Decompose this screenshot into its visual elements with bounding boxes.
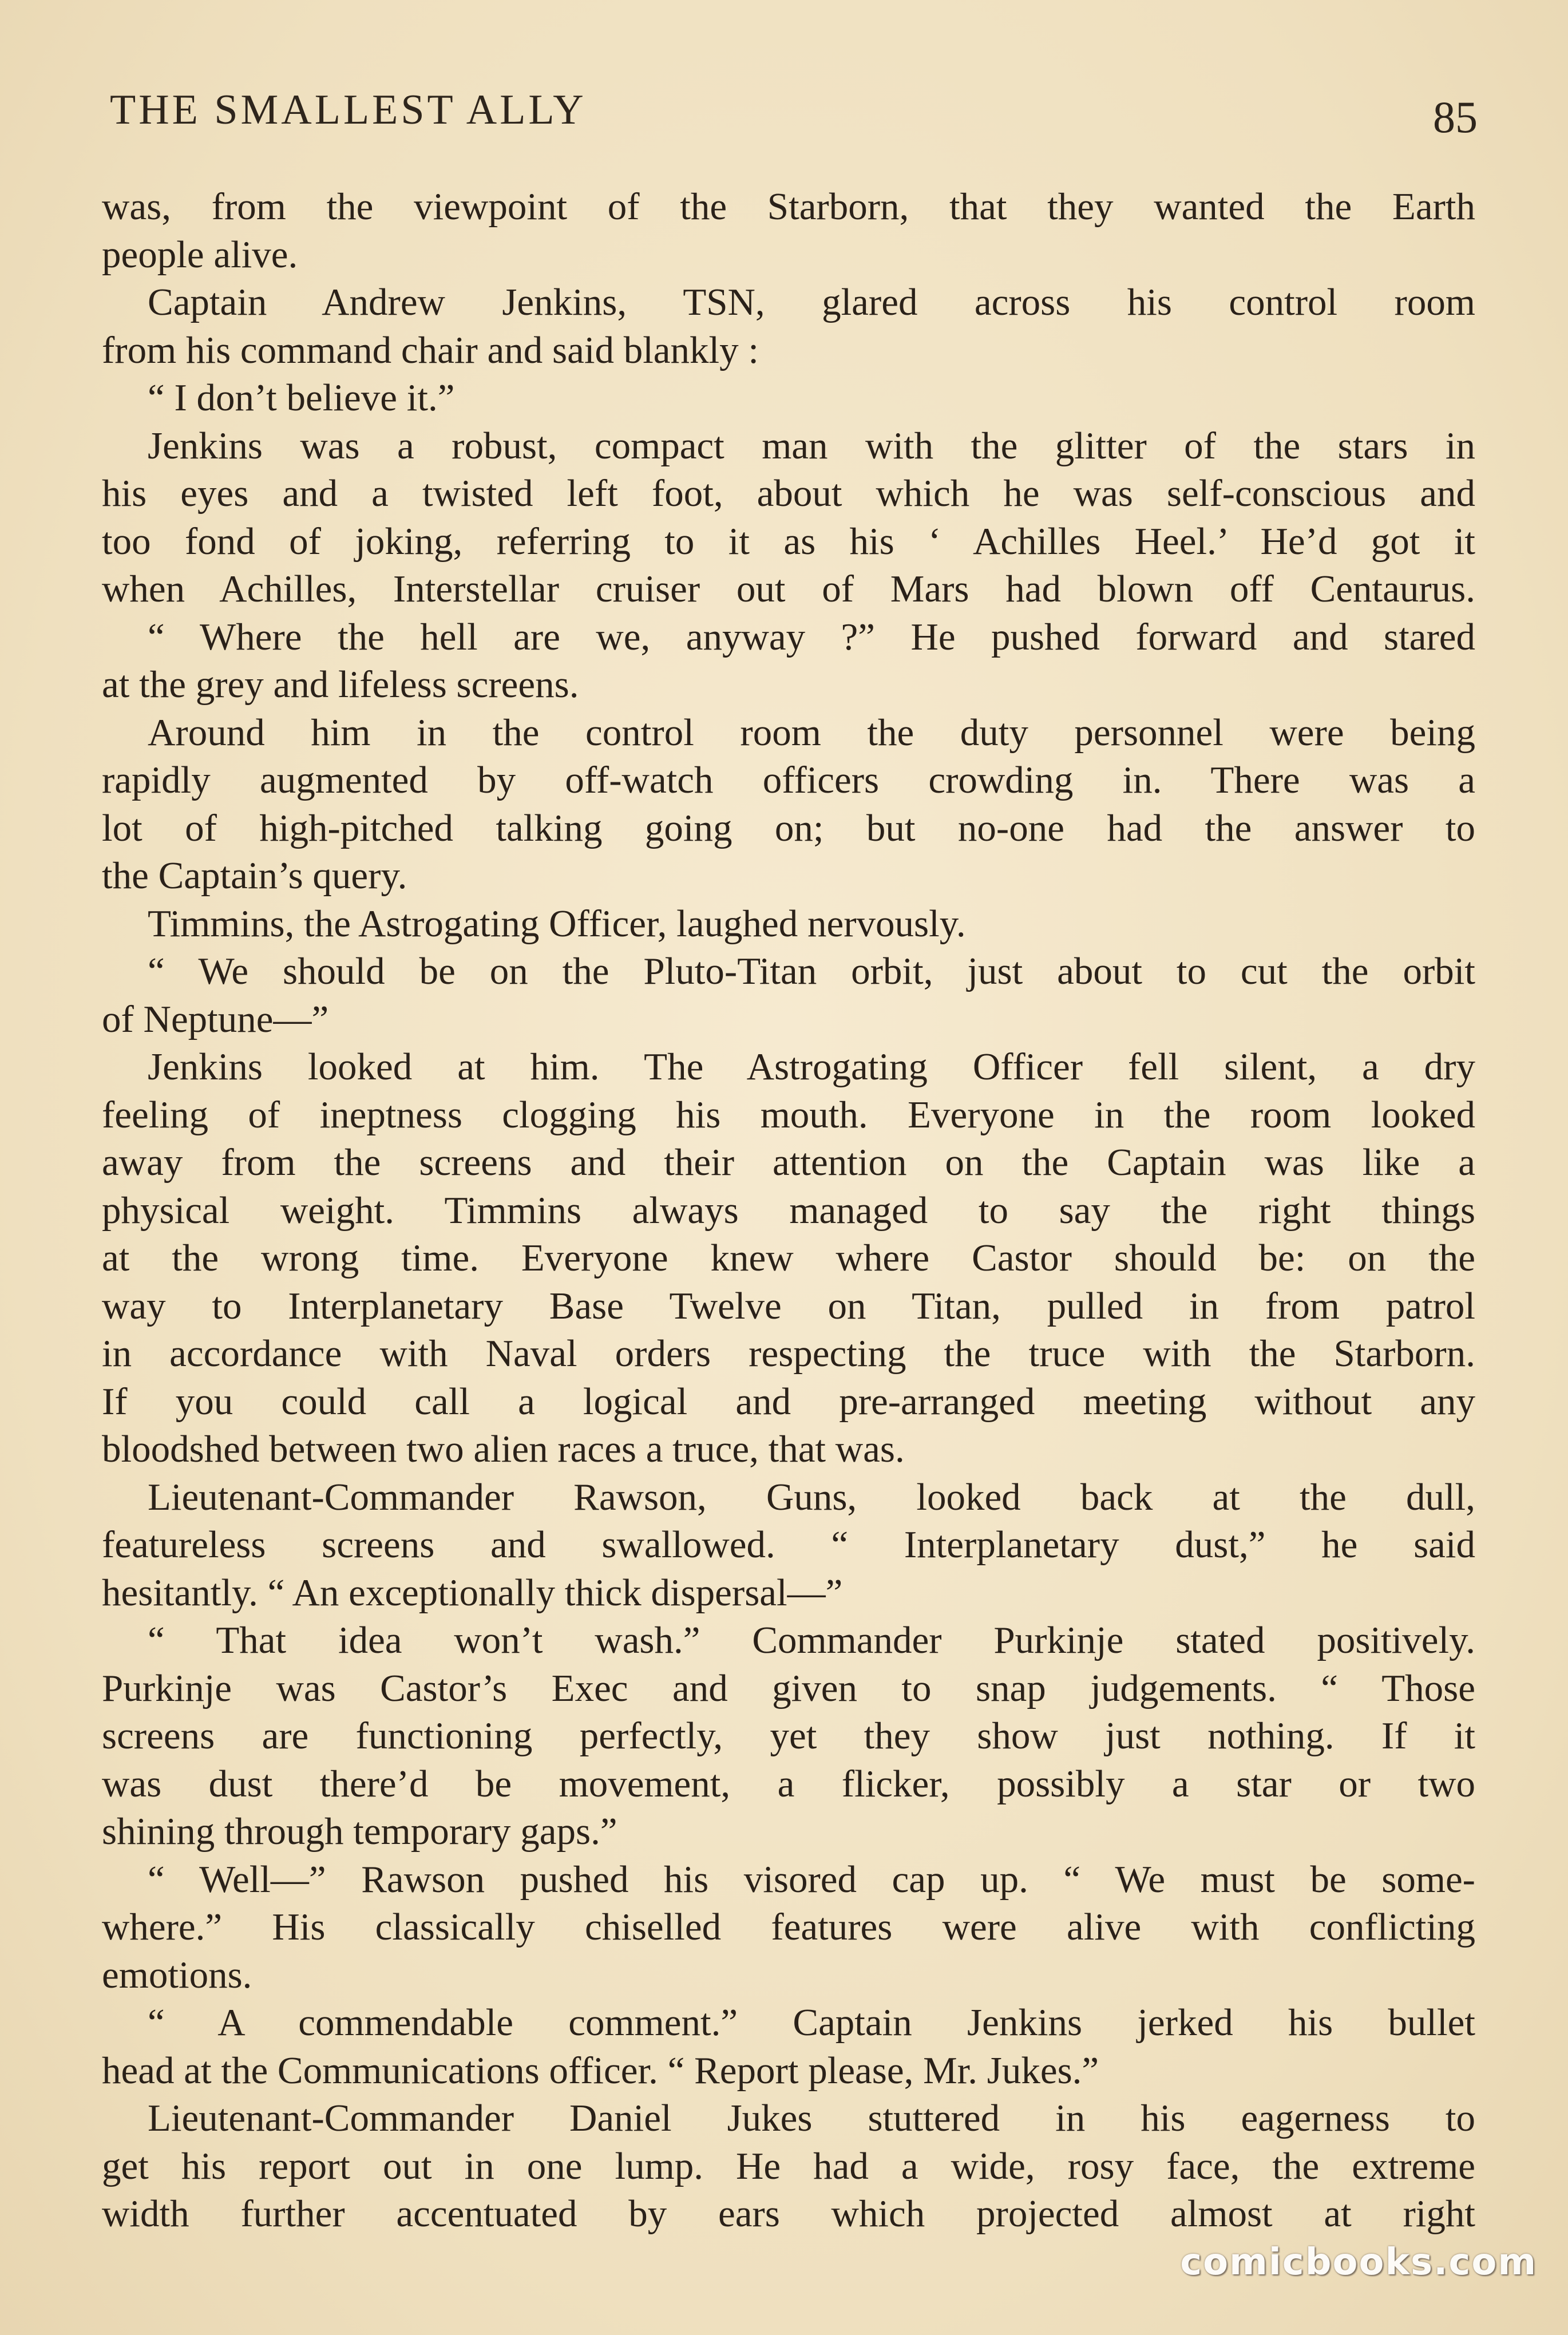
text-line: Lieutenant-Commander Rawson, Guns, looked back at the dull, — [148, 1475, 1475, 1518]
text-line: “ Well—” Rawson pushed his visored cap up. “ We must be some- — [148, 1858, 1475, 1901]
text-line: of Neptune—” — [102, 998, 329, 1040]
text-line: Timmins, the Astrogating Officer, laughed nervously. — [148, 902, 966, 945]
body-text — [102, 183, 1475, 2238]
text-line: width further accentuated by ears which projected almost at right — [102, 2192, 1475, 2235]
text-line: emotions. — [102, 1953, 252, 1996]
text-line: people alive. — [102, 233, 298, 276]
text-line: “ That idea won’t wash.” Commander Purkinje stated positively. — [148, 1619, 1475, 1661]
text-line: where.” His classically chiselled features were alive with conflicting — [102, 1906, 1475, 1948]
text-line: featureless screens and swallowed. “ Interplanetary dust,” he said — [102, 1523, 1475, 1566]
text-line: feeling of ineptness clogging his mouth. Everyone in the room looked — [102, 1093, 1475, 1136]
text-line: get his report out in one lump. He had a wide, rosy face, the extreme — [102, 2144, 1475, 2187]
text-line: Around him in the control room the duty personnel were being — [148, 711, 1475, 754]
text-line: bloodshed between two alien races a truce, that was. — [102, 1428, 905, 1470]
text-line: at the wrong time. Everyone knew where Castor should be: on the — [102, 1237, 1475, 1279]
text-line: “ We should be on the Pluto-Titan orbit, just about to cut the orbit — [148, 950, 1475, 992]
text-line: Captain Andrew Jenkins, TSN, glared across his control room — [148, 281, 1475, 323]
text-line: from his command chair and said blankly : — [102, 329, 759, 371]
text-line: physical weight. Timmins always managed to say the right things — [102, 1189, 1475, 1232]
text-line: shining through temporary gaps.” — [102, 1810, 617, 1853]
text-line: rapidly augmented by off-watch officers crowding in. There was a — [102, 759, 1475, 801]
watermark: comicbooks.com — [1180, 2241, 1537, 2283]
text-line: way to Interplanetary Base Twelve on Titan, pulled in from patrol — [102, 1284, 1475, 1327]
text-line: “ I don’t believe it.” — [148, 377, 455, 419]
text-line: head at the Communications officer. “ Report please, Mr. Jukes.” — [102, 2049, 1099, 2092]
text-line: hesitantly. “ An exceptionally thick dispersal—” — [102, 1571, 843, 1614]
text-line: Lieutenant-Commander Daniel Jukes stuttered in his eagerness to — [148, 2097, 1475, 2139]
text-line: at the grey and lifeless screens. — [102, 663, 579, 706]
text-line: in accordance with Naval orders respecting the truce with the Starborn. — [102, 1332, 1475, 1375]
text-line: too fond of joking, referring to it as his ‘ Achilles Heel.’ He’d got it — [102, 520, 1475, 563]
text-line: the Captain’s query. — [102, 854, 407, 897]
text-line: Purkinje was Castor’s Exec and given to snap judgements. “ Those — [102, 1667, 1475, 1709]
text-line: Jenkins looked at him. The Astrogating Officer fell silent, a dry — [148, 1046, 1475, 1088]
text-line: his eyes and a twisted left foot, about which he was self-conscious and — [102, 472, 1475, 515]
text-line: Jenkins was a robust, compact man with the glitter of the stars in — [148, 424, 1475, 467]
text-line: screens are functioning perfectly, yet they show just nothing. If it — [102, 1715, 1475, 1757]
text-line: “ Where the hell are we, anyway ?” He pushed forward and stared — [148, 615, 1475, 658]
text-line: If you could call a logical and pre-arranged meeting without any — [102, 1380, 1475, 1423]
page-header — [110, 86, 1478, 149]
text-line: when Achilles, Interstellar cruiser out of Mars had blown off Centaurus. — [102, 568, 1475, 610]
text-line: “ A commendable comment.” Captain Jenkins jerked his bullet — [148, 2001, 1475, 2044]
running-title: THE SMALLEST ALLY — [110, 86, 587, 133]
text-line: away from the screens and their attention on the Captain was like a — [102, 1141, 1475, 1184]
page-number: 85 — [1433, 92, 1478, 142]
text-line: lot of high-pitched talking going on; but no-one had the answer to — [102, 806, 1475, 849]
text-line: was dust there’d be movement, a flicker, possibly a star or two — [102, 1762, 1475, 1805]
text-line: was, from the viewpoint of the Starborn, that they wanted the Earth — [102, 185, 1475, 228]
